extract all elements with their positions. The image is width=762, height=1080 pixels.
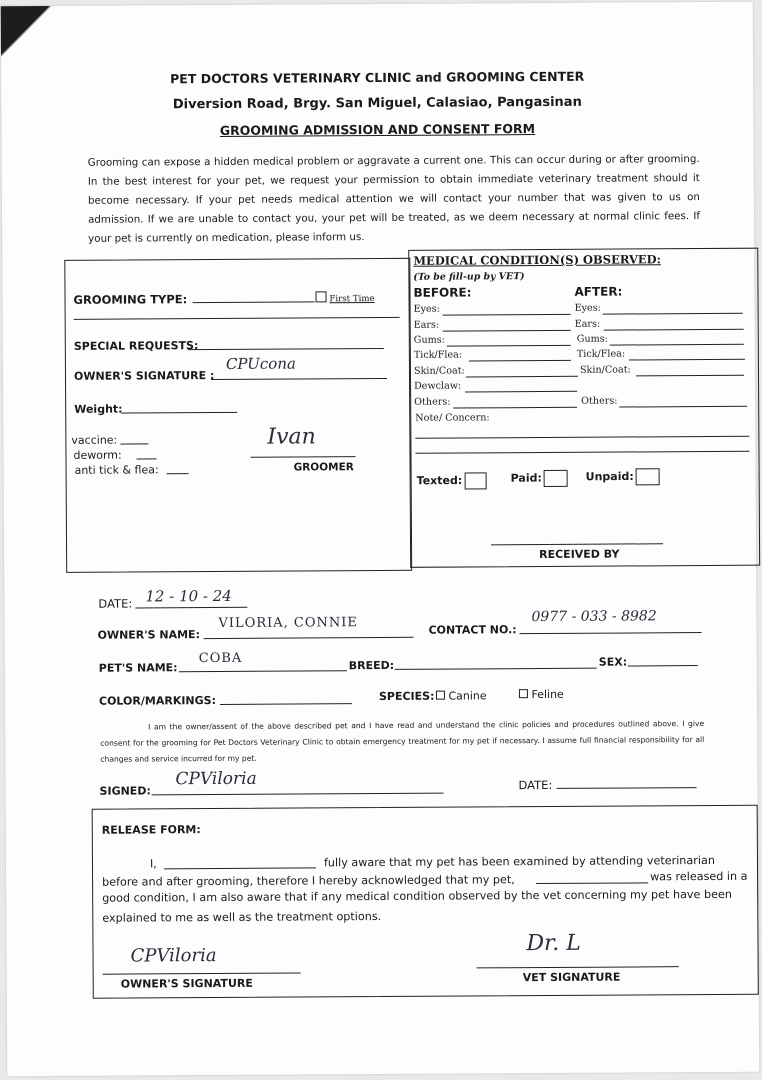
anti-tick-label: anti tick & flea: xyxy=(74,463,159,477)
checkbox-icon xyxy=(315,291,326,302)
before-skin-label: Skin/Coat: xyxy=(413,365,465,377)
signed-handwritten: CPViloria xyxy=(175,768,257,790)
groomer-handwritten: Ivan xyxy=(267,424,316,450)
owner-signature-label: OWNER'S SIGNATURE : xyxy=(73,369,215,383)
date-field[interactable] xyxy=(135,607,247,609)
release-text-1: I, xyxy=(149,857,157,871)
after-skin-label: Skin/Coat: xyxy=(579,364,631,376)
paid-checkbox[interactable] xyxy=(511,470,568,487)
feline-label: Feline xyxy=(531,687,564,702)
release-text-2: fully aware that my pet has been examined by attending veterinarian xyxy=(323,853,715,870)
release-title: RELEASE FORM: xyxy=(101,823,201,837)
release-text-6: explained to me as well as the treatment options. xyxy=(102,909,382,925)
before-tick-label: Tick/Flea: xyxy=(413,349,463,361)
species-label: SPECIES: xyxy=(378,689,435,704)
before-ears-label: Ears: xyxy=(413,319,440,331)
groomer-label: GROOMER xyxy=(293,461,354,474)
owner-name-handwritten: VILORIA, CONNIE xyxy=(218,615,358,631)
sex-label: SEX: xyxy=(598,655,628,669)
after-eyes-label: Eyes: xyxy=(574,302,601,314)
owner-name-label: OWNER'S NAME: xyxy=(97,628,200,642)
release-owner-signature-label: OWNER'S SIGNATURE xyxy=(120,976,253,991)
unpaid-label: Unpaid: xyxy=(585,469,634,484)
medical-subtitle: (To be fill-up by VET) xyxy=(413,271,525,283)
after-gums-label: Gums: xyxy=(576,333,608,345)
paid-box-icon xyxy=(544,470,568,487)
breed-field[interactable] xyxy=(395,668,597,670)
special-requests-label: SPECIAL REQUESTS: xyxy=(73,339,199,353)
weight-label: Weight: xyxy=(74,402,123,416)
vet-signature-label: VET SIGNATURE xyxy=(522,970,621,985)
color-markings-label: COLOR/MARKINGS: xyxy=(98,694,217,708)
deworm-label: deworm: xyxy=(73,448,122,462)
release-text-5: good condition, I am also aware that if any medical condition observed by the vet concerning my pet have been xyxy=(102,887,732,905)
signed-field[interactable] xyxy=(152,793,444,796)
medical-title: MEDICAL CONDITION(S) OBSERVED: xyxy=(413,252,661,268)
vaccine-label: vaccine: xyxy=(71,433,118,447)
signed-label: SIGNED: xyxy=(99,784,151,798)
texted-label: Texted: xyxy=(416,473,463,488)
contact-field[interactable] xyxy=(520,632,702,634)
pet-name-label: PET'S NAME: xyxy=(98,661,178,675)
release-owner-signature-handwritten: CPViloria xyxy=(130,945,217,967)
before-gums-label: Gums: xyxy=(413,334,445,346)
before-eyes-label: Eyes: xyxy=(413,303,440,315)
after-tick-label: Tick/Flea: xyxy=(576,348,626,360)
date2-field[interactable] xyxy=(557,787,697,789)
after-ears-label: Ears: xyxy=(574,318,601,330)
paid-label: Paid: xyxy=(510,471,542,485)
first-time-checkbox[interactable] xyxy=(315,291,374,304)
texted-checkbox[interactable] xyxy=(417,472,487,489)
first-time-label: First Time xyxy=(329,294,375,305)
consent-text: I am the owner/assent of the above described pet and I have read and understand the clinic policies and procedures outlined above. I give consent for the grooming for Pet Doctors Veterinary Clinic to obtain emergency treatment for my pet if necessary. I assume full financial responsibility for all changes and service incurred for my pet. xyxy=(100,719,705,764)
sex-field[interactable] xyxy=(628,665,698,666)
before-label: BEFORE: xyxy=(413,285,472,300)
checkbox-icon xyxy=(436,691,445,700)
feline-option[interactable] xyxy=(519,688,564,701)
deworm-field[interactable] xyxy=(137,458,157,459)
date2-label: DATE: xyxy=(518,777,553,793)
color-markings-field[interactable] xyxy=(220,703,352,705)
texted-box-icon xyxy=(464,472,486,489)
unpaid-box-icon xyxy=(636,468,660,485)
before-dewclaw-label: Dewclaw: xyxy=(414,380,462,392)
release-text-4: was released in a xyxy=(650,869,748,884)
release-text-3: before and after grooming, therefore I hereby acknowledged that my pet, xyxy=(102,873,515,889)
intro-paragraph: Grooming can expose a hidden medical problem or aggravate a current one. This can occur during or after grooming. In the best interest for your pet, we request your permission to obtain immediate veterinary treatment should it become necessary. If your pet needs medical attention we will contact your number that was given to us on admission. If we are unable to contact you, your pet will be treated, as we deem necessary at normal clinic fees. If your pet is currently on medication, please inform us. xyxy=(87,153,701,245)
contact-handwritten: 0977 - 033 - 8982 xyxy=(531,608,657,626)
unpaid-checkbox[interactable] xyxy=(586,468,660,485)
grooming-type-label: GROOMING TYPE: xyxy=(73,292,188,307)
clinic-name: PET DOCTORS VETERINARY CLINIC and GROOMING CENTER xyxy=(170,68,585,87)
owner-signature-handwritten: CPUcona xyxy=(225,354,296,373)
anti-tick-field[interactable] xyxy=(167,473,189,474)
vet-signature-handwritten: Dr. L xyxy=(526,930,581,957)
owner-name-field[interactable] xyxy=(204,637,414,639)
after-label: AFTER: xyxy=(574,284,623,299)
after-others-label: Others: xyxy=(581,395,618,407)
received-by-label: RECEIVED BY xyxy=(539,547,620,562)
date-handwritten: 12 - 10 - 24 xyxy=(145,586,232,606)
checkbox-icon xyxy=(519,689,528,698)
pet-name-field[interactable] xyxy=(179,670,347,672)
form-title: GROOMING ADMISSION AND CONSENT FORM xyxy=(219,121,536,138)
before-others-label: Others: xyxy=(414,396,451,408)
canine-option[interactable] xyxy=(436,689,487,702)
note-label: Note/ Concern: xyxy=(415,412,490,424)
date-label: DATE: xyxy=(98,596,133,611)
form-page xyxy=(1,2,760,1077)
contact-label: CONTACT NO.: xyxy=(428,623,517,637)
canine-label: Canine xyxy=(448,689,487,703)
clinic-address: Diversion Road, Brgy. San Miguel, Calasiao, Pangasinan xyxy=(172,94,582,113)
breed-label: BREED: xyxy=(348,658,395,673)
vaccine-field[interactable] xyxy=(120,443,148,444)
pet-name-handwritten: COBA xyxy=(198,650,243,667)
